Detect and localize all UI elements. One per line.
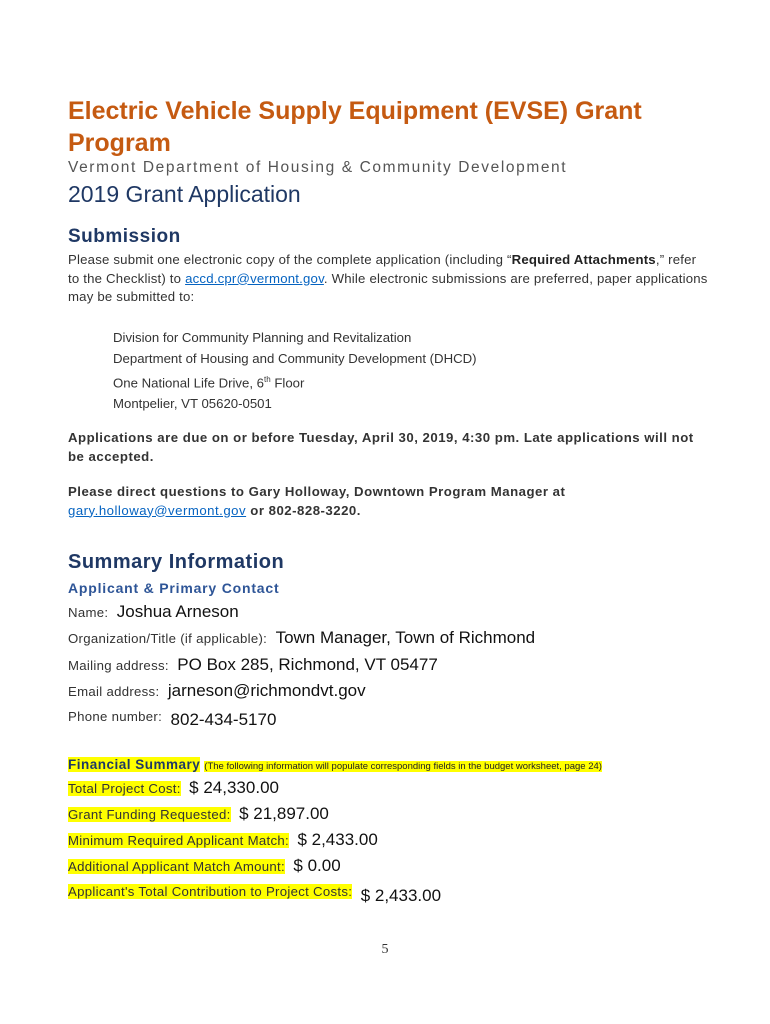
address-line-2: Department of Housing and Community Development (DHCD)	[113, 351, 477, 366]
application-heading: 2019 Grant Application	[68, 181, 301, 207]
submission-text-3: . While electronic submissions are preferred, paper applications may be submitted to:	[68, 270, 708, 304]
email-label: Email address:	[68, 684, 160, 699]
due-date-notice: Applications are due on or before Tuesday, April 30, 2019, 4:30 pm. Late applications will not be accepted.	[68, 430, 694, 464]
organization-label: Organization/Title (if applicable):	[68, 631, 268, 646]
required-attachments-text: Required Attachments	[511, 252, 656, 267]
phone-value[interactable]: 802-434-5170	[170, 710, 277, 729]
name-field	[68, 602, 239, 622]
name-value[interactable]: Joshua Arneson	[116, 602, 239, 621]
grant-funding-field	[68, 804, 329, 824]
department-subtitle: Vermont Department of Housing & Community Development	[68, 159, 568, 176]
total-contribution-label: Applicant's Total Contribution to Project Costs:	[68, 884, 353, 899]
additional-match-label: Additional Applicant Match Amount:	[68, 859, 285, 874]
additional-match-value[interactable]: $ 0.00	[293, 856, 341, 875]
grant-funding-label: Grant Funding Requested:	[68, 807, 231, 822]
address-line-3	[113, 369, 477, 393]
total-contribution-field	[68, 883, 441, 906]
mailing-address-block	[113, 327, 477, 414]
mailing-address-label: Mailing address:	[68, 658, 169, 673]
submission-text-1: Please submit one electronic copy of the complete application (including “	[68, 252, 512, 267]
grant-funding-value[interactable]: $ 21,897.00	[239, 804, 329, 823]
questions-paragraph	[68, 483, 708, 520]
organization-field	[68, 628, 535, 648]
summary-heading: Summary Information	[68, 551, 285, 573]
organization-value[interactable]: Town Manager, Town of Richmond	[275, 628, 536, 647]
contact-email-link[interactable]: gary.holloway@vermont.gov	[68, 502, 247, 518]
questions-phone: or 802-828-3220.	[246, 502, 361, 518]
phone-label: Phone number:	[68, 709, 163, 724]
mailing-address-value[interactable]: PO Box 285, Richmond, VT 05477	[177, 655, 438, 674]
contact-subheading: Applicant & Primary Contact	[68, 580, 280, 596]
total-contribution-value[interactable]: $ 2,433.00	[360, 886, 442, 905]
questions-text: Please direct questions to Gary Holloway, Downtown Program Manager at	[68, 484, 566, 499]
address-line-3-text: One National Life Drive, 6	[113, 375, 264, 391]
minimum-match-label: Minimum Required Applicant Match:	[68, 833, 289, 848]
address-line-3-sup: th	[264, 375, 271, 384]
address-line-3-floor: Floor	[270, 375, 305, 391]
email-field	[68, 681, 366, 701]
address-line-4: Montpelier, VT 05620-0501	[113, 396, 272, 412]
submission-text-2: ,” refer to the Checklist) to	[68, 252, 697, 286]
submission-paragraph	[68, 251, 708, 307]
submission-heading: Submission	[68, 226, 181, 247]
mailing-address-field	[68, 655, 438, 675]
total-project-cost-field	[68, 778, 279, 798]
minimum-match-value[interactable]: $ 2,433.00	[297, 830, 378, 849]
email-value[interactable]: jarneson@richmondvt.gov	[167, 681, 366, 700]
address-line-1: Division for Community Planning and Revitalization	[113, 330, 412, 345]
minimum-match-field	[68, 830, 378, 850]
financial-summary-heading	[68, 756, 602, 774]
phone-field	[68, 709, 276, 730]
page-number: 5	[381, 942, 389, 957]
name-label: Name:	[68, 605, 109, 620]
total-project-cost-label: Total Project Cost:	[68, 781, 181, 796]
financial-summary-note: (The following information will populate corresponding fields in the budget worksheet, page 24)	[204, 761, 602, 772]
total-project-cost-value[interactable]: $ 24,330.00	[189, 778, 279, 797]
financial-summary-title: Financial Summary	[68, 757, 201, 772]
submission-email-link[interactable]: accd.cpr@vermont.gov	[185, 270, 324, 286]
page-title: Electric Vehicle Supply Equipment (EVSE) Grant Program	[68, 97, 642, 157]
additional-match-field	[68, 856, 341, 876]
